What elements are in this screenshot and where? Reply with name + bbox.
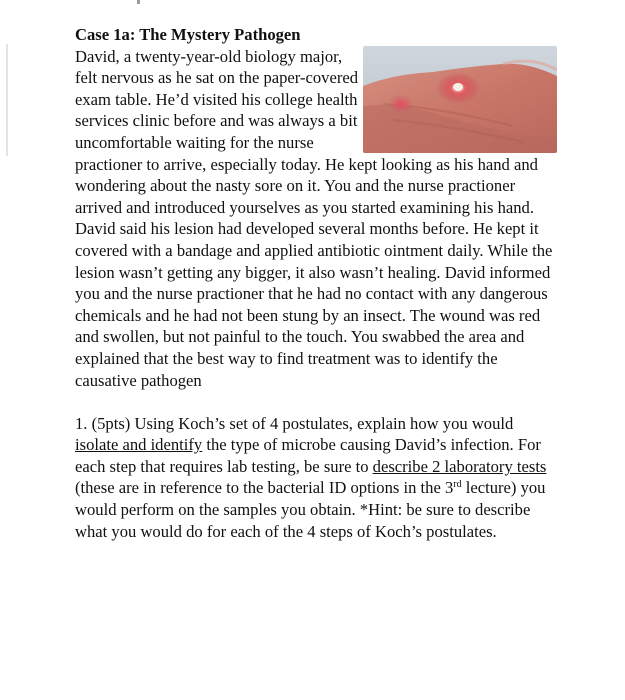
case-story: David, a twenty-year-old biology major, felt nervous as he sat on the paper-covered exam table. He’d visited his college health services clinic before and was always a bit uncomfortable waiting for the nurse practioner to arrive, especially today. He kept looking as his hand and wondering about the nasty sore on it. You and the nurse practioner arrived and introduced yourselves as you started examining his hand. David said his lesion had developed several months before. He kept it covered with a bandage and applied antibiotic ointment daily. While the lesion wasn’t getting any bigger, it also wasn’t healing. David informed you and the nurse practioner that he had no contact with any dangerous chemicals and he had not been stung by an insect. The wound was red and swollen, but not painful to the touch. You swabbed the area and explained that the best way to find treatment was to identify the causative pathogen [75,46,553,390]
question-text-part4: lecture) you would perform on the samples you obtain. *Hint: be sure to describe what you would do for each of the 4 steps of Koch’s postulates. [75,478,546,541]
question-text-part1: 1. (5pts) Using Koch’s set of 4 postulates, explain how you would [75,413,514,433]
question-1 [75,413,557,543]
left-scroll-edge [6,44,8,156]
question-superscript: rd [453,479,462,491]
question-underline-tests: describe 2 laboratory tests [372,456,547,476]
document-body [75,24,557,542]
hand-lesion-photo [363,46,557,153]
case-title: Case 1a: The Mystery Pathogen [75,25,301,44]
top-edge-mark [137,0,140,4]
question-text-part3: (these are in reference to the bacterial ID options in the 3 [75,478,454,498]
question-text-part2: the type of microbe causing David’s infection. For each step that requires lab testing, be sure to [75,435,541,476]
question-underline-isolate: isolate and identify [75,435,203,455]
